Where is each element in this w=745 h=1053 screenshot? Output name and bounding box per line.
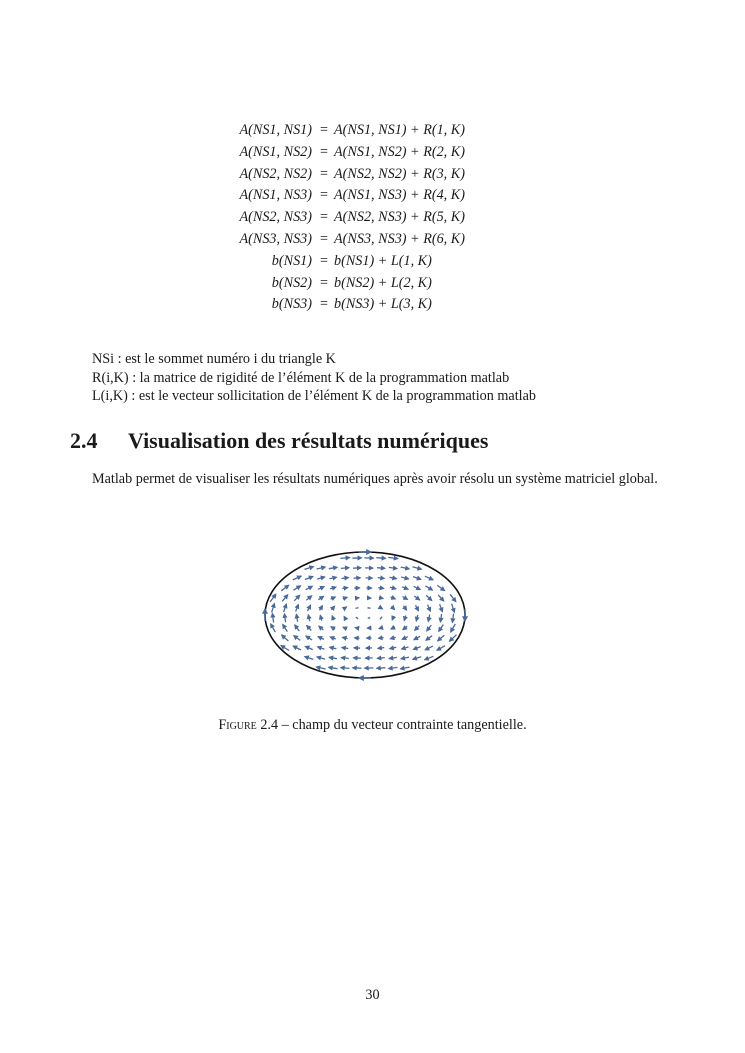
equation-rhs-increment: R(5, K) [423, 209, 465, 226]
vector-arrow [413, 577, 421, 580]
vector-arrow [425, 646, 433, 650]
vector-field-figure [255, 545, 475, 685]
equation-lhs: b(NS2) [271, 274, 312, 291]
vector-arrow [342, 578, 349, 579]
equation-rhs [334, 142, 465, 164]
vector-arrow [284, 614, 285, 622]
figure-caption [0, 717, 745, 734]
section-title: Visualisation des résultats numériques [128, 428, 489, 453]
page-number: 30 [365, 987, 380, 1003]
equals-sign: = [319, 252, 328, 269]
vector-arrow [318, 596, 323, 599]
equation-row [0, 229, 745, 251]
vector-arrow [356, 617, 358, 619]
vector-arrow [389, 657, 397, 658]
vector-arrow [317, 577, 325, 579]
vector-arrow [377, 568, 385, 569]
equation-row [0, 251, 745, 273]
vector-arrow [331, 606, 334, 610]
vector-arrow [284, 604, 287, 612]
vector-arrow [379, 627, 383, 628]
vector-arrow [390, 577, 397, 578]
vector-arrow [355, 628, 359, 629]
equation-row [0, 142, 745, 164]
equation-row [0, 120, 745, 142]
vector-arrow [343, 607, 346, 609]
equation-rhs [334, 251, 432, 273]
vector-arrow [308, 605, 311, 611]
equation-rhs [334, 207, 465, 229]
vector-arrow [330, 637, 336, 639]
equation-rhs-term: b(NS1) + [334, 252, 391, 269]
vector-arrow [343, 627, 347, 629]
vector-arrow [425, 656, 434, 659]
equation-rhs [334, 185, 465, 207]
vector-arrow [296, 614, 297, 621]
vector-arrow [452, 614, 453, 623]
vector-arrow [343, 597, 347, 598]
vector-arrow [331, 597, 336, 599]
vector-arrow [452, 604, 455, 613]
equation-lhs: A(NS1, NS1) [239, 122, 312, 138]
vector-arrow [428, 605, 431, 612]
vector-arrow [416, 615, 417, 621]
vector-arrow [305, 657, 314, 660]
equation-lhs: A(NS2, NS3) [239, 209, 312, 226]
vector-arrow [330, 587, 336, 589]
vector-arrow [404, 616, 406, 621]
vector-arrow [377, 658, 385, 659]
vector-arrow [305, 567, 314, 570]
equation-rhs-increment: L(1, K) [390, 252, 432, 269]
vector-arrow [380, 617, 382, 620]
figure-caption-text: champ du vecteur contrainte tangentielle. [292, 717, 527, 733]
vector-arrow [379, 598, 383, 599]
vector-arrow [437, 585, 444, 590]
vector-arrow [305, 577, 313, 580]
vector-arrow [416, 605, 419, 611]
equation-row [0, 207, 745, 229]
vector-arrow [318, 587, 324, 590]
equation-rhs-increment: R(3, K) [423, 165, 465, 182]
vector-arrow [388, 557, 398, 558]
equation-lhs: A(NS3, NS3) [239, 230, 312, 247]
vector-arrow [272, 613, 273, 622]
vector-arrow [391, 606, 394, 609]
vector-arrow [307, 626, 312, 631]
vector-arrow [402, 587, 408, 589]
vector-arrow [401, 567, 410, 569]
vector-arrow [450, 635, 457, 642]
vector-arrow [342, 637, 347, 638]
equation-rhs-term: A(NS1, NS2) + [334, 143, 424, 160]
vector-arrow [344, 616, 346, 619]
vector-arrow [380, 607, 383, 609]
vector-arrow [342, 648, 348, 649]
vector-arrow [403, 626, 407, 629]
equation-rhs-term: A(NS3, NS3) + [334, 230, 424, 247]
vector-arrow [356, 608, 359, 609]
equals-sign: = [319, 122, 328, 138]
vector-arrow [295, 625, 300, 631]
vector-arrow [293, 646, 301, 650]
vector-arrow [451, 624, 456, 632]
vector-arrow [413, 567, 422, 569]
vector-arrow [319, 626, 323, 630]
vector-arrow [439, 625, 444, 632]
vector-arrow [378, 588, 384, 589]
vector-arrow [305, 646, 312, 649]
definition-r: R(i,K) : la matrice de rigidité de l’élément K de la programmation matlab [92, 369, 510, 386]
vector-arrow [414, 636, 420, 639]
vector-arrow [306, 586, 313, 590]
vector-arrow [414, 596, 419, 600]
definition-l: L(i,K) : est le vecteur sollicitation de l’élément K de la programmation matlab [92, 388, 536, 405]
equation-lhs: A(NS2, NS2) [239, 165, 312, 182]
equation-rhs-increment: R(2, K) [423, 143, 465, 160]
equation-rhs-increment: L(2, K) [390, 274, 432, 291]
vector-arrow [440, 614, 441, 622]
vector-arrow [331, 627, 335, 630]
equation-lhs: b(NS3) [271, 296, 312, 313]
vector-arrow [332, 616, 334, 620]
vector-arrow [330, 647, 337, 649]
vector-arrow [293, 586, 300, 590]
vector-arrow [341, 668, 350, 669]
vector-arrow [426, 595, 432, 600]
equals-sign: = [319, 165, 328, 182]
vector-arrow [390, 587, 396, 589]
equation-row [0, 164, 745, 186]
vector-arrow [296, 605, 299, 612]
vector-arrow [318, 647, 325, 649]
equation-rhs-increment: R(6, K) [423, 230, 465, 247]
equation-rhs-increment: R(4, K) [423, 187, 465, 204]
vector-arrow [329, 667, 338, 668]
vector-arrow [426, 636, 432, 641]
vector-arrow [283, 624, 288, 631]
vector-arrow [293, 576, 301, 580]
vector-arrow [390, 647, 397, 648]
definitions-list [92, 350, 536, 406]
figure-separator: – [278, 717, 293, 733]
vector-arrow [415, 626, 420, 631]
equation-rhs [334, 120, 465, 142]
vector-arrow [281, 585, 288, 591]
equation-rhs [334, 294, 432, 316]
vector-arrow [401, 657, 409, 659]
vector-arrow [428, 615, 429, 622]
equation-row [0, 273, 745, 295]
vector-arrow [402, 647, 409, 649]
equation-row [0, 185, 745, 207]
vector-arrow [272, 604, 275, 613]
vector-arrow [392, 616, 394, 620]
vector-arrow [427, 625, 432, 631]
equals-sign: = [319, 143, 328, 160]
vector-arrow [413, 647, 420, 650]
vector-arrow [282, 595, 288, 602]
vector-arrow [377, 668, 386, 669]
vector-arrow [404, 606, 407, 610]
vector-arrow [402, 637, 408, 640]
vector-arrow [341, 658, 349, 659]
vector-arrow [390, 637, 395, 639]
vector-arrow [340, 558, 349, 559]
vector-arrow [282, 635, 289, 641]
vector-arrow [329, 577, 336, 579]
body-paragraph: Matlab permet de visualiser les résultats numériques après avoir résolu un système matriciel global. [92, 471, 658, 487]
domain-boundary-ellipse [265, 552, 465, 678]
equation-lhs: A(NS1, NS3) [239, 187, 312, 204]
equation-rhs [334, 229, 465, 251]
vector-arrow [391, 597, 396, 599]
vector-arrow [389, 667, 398, 668]
vector-arrow [306, 636, 312, 640]
equals-sign: = [319, 274, 328, 291]
equation-rhs [334, 273, 432, 295]
equation-rhs-term: A(NS2, NS3) + [334, 209, 424, 226]
vector-arrow [317, 567, 326, 569]
vector-arrow [317, 657, 325, 659]
vector-arrow [376, 558, 385, 559]
vector-arrow [271, 624, 276, 632]
equals-sign: = [319, 187, 328, 204]
vector-arrow [414, 586, 421, 589]
vector-arrow [342, 588, 348, 589]
equation-rhs [334, 164, 465, 186]
equals-sign: = [319, 209, 328, 226]
section-heading [70, 428, 488, 454]
figure-label: Figure 2.4 [218, 717, 279, 733]
vector-arrow [437, 646, 445, 651]
vector-arrow [378, 648, 384, 649]
vector-arrow [403, 597, 408, 600]
vector-arrow [426, 586, 433, 590]
vector-arrow [425, 576, 433, 580]
vector-arrow [438, 635, 445, 641]
vector-arrow [318, 637, 324, 640]
equation-row [0, 294, 745, 316]
vector-arrow [378, 638, 383, 639]
vector-arrow [391, 627, 395, 629]
equation-lhs: b(NS1) [271, 252, 312, 269]
equation-rhs-increment: R(1, K) [423, 122, 465, 138]
vector-arrow [440, 604, 443, 612]
vector-arrow [341, 568, 349, 569]
vector-arrow [320, 606, 323, 611]
vector-arrow [329, 657, 337, 658]
equation-rhs-term: A(NS2, NS2) + [334, 165, 424, 182]
vector-arrow [306, 596, 311, 600]
equation-rhs-increment: L(3, K) [390, 296, 432, 313]
equals-sign: = [319, 230, 328, 247]
vector-arrow [329, 567, 337, 568]
vector-arrow [378, 578, 385, 579]
section-number: 2.4 [70, 428, 98, 453]
vector-arrow [450, 594, 456, 601]
equation-rhs-term: A(NS1, NS3) + [334, 187, 424, 204]
equation-rhs-term: b(NS2) + [334, 274, 391, 291]
definition-nsi: NSi : est le sommet numéro i du triangle K [92, 351, 336, 367]
vector-arrow [401, 577, 408, 579]
vector-arrow [389, 567, 397, 568]
vector-arrow [320, 615, 321, 620]
vector-arrow [368, 618, 370, 619]
equation-lhs: A(NS1, NS2) [239, 143, 312, 160]
vector-arrow [316, 667, 325, 669]
vector-arrow [294, 595, 300, 601]
vector-arrow [308, 615, 309, 621]
equation-rhs-term: A(NS1, NS1) + [334, 122, 424, 138]
vector-arrow [438, 595, 444, 601]
vector-arrow [294, 636, 301, 641]
equals-sign: = [319, 296, 328, 313]
equation-block [0, 120, 745, 316]
vector-arrow [270, 594, 276, 602]
vector-arrow [400, 667, 409, 669]
equation-rhs-term: b(NS3) + [334, 296, 391, 313]
vector-arrow [413, 657, 421, 660]
